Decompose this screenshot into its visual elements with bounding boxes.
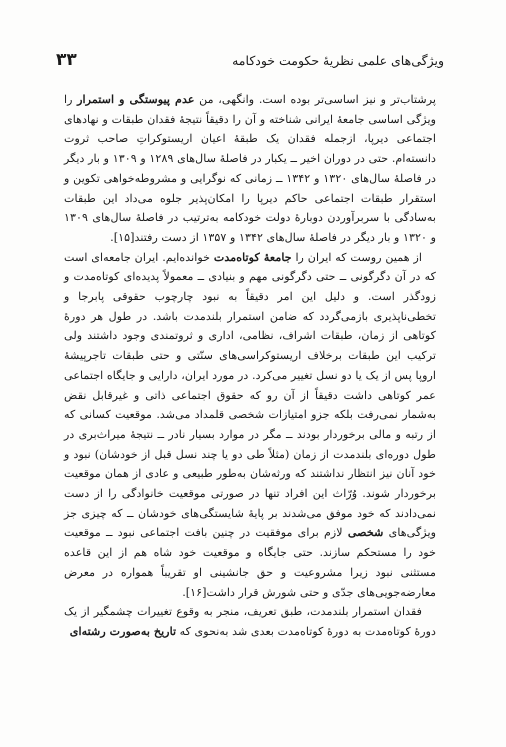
- paragraph: [64, 248, 436, 603]
- body-text: [64, 90, 436, 642]
- bold-run: تاریخ به‌صورت رشته‌ای: [69, 623, 177, 638]
- running-title: ویژگی‌های علمی نظریهٔ حکومت خودکامه: [232, 53, 444, 68]
- paragraph: [64, 602, 436, 641]
- text-run: پرشتاب‌تر و نیز اساسی‌تر بوده است. وانگهی، من: [194, 93, 436, 106]
- text-run: فقدان استمرار بلندمدت، طبق تعریف، منجر به وقوع تغییرات چشمگیر از یک دورهٔ کوتاه‌مدت به دورهٔ کوتاه‌مدت بعدی شد به‌نحوی که: [64, 605, 436, 638]
- paragraph: [64, 90, 436, 248]
- text-run: خوانده‌ایم. ایران جامعه‌ای است که در آن دگرگونی ــ حتی دگرگونی مهم و بنیادی ــ معمولاً پدیده‌ای کوتاه‌مدت و زودگذر است. و دلیل این امر دقیقاً به نبود چارچوب حقوقی پابرجا و تخطی‌ناپذیری بازمی‌گردد که ضامن استمرار بلندمدت باشد. در طول هر دورهٔ کوتاهی از زمان، طبقات اشراف، نظامی، اداری و ثروتمندی وجود داشتند ولی ترکیب این طبقات برخلاف اریستوکراسی‌های سنّتی و حتی طبقات تاجرپیشهٔ اروپا پس از یک یا دو نسل تغییر می‌کرد. در مورد ایران، دارایی و جایگاه اجتماعی عمر کوتاهی داشت دقیقاً از آن رو که حقوق اجتماعی ذاتی و غیرقابل نقض به‌شمار نمی‌رفت بلکه جزو امتیازات شخصی قلمداد می‌شد. موقعیت کسانی که از رتبه و مالی برخوردار بودند ــ مگر در موارد بسیار نادر ــ نتیجهٔ میراث‌بری در طول دوره‌ای بلندمدت از زمان (مثلاً طی دو یا چند نسل قبل از خودشان) نبود و خود آنان نیز انتظار نداشتند که ورثه‌شان به‌طور طبیعی و عادی از همان موقعیت برخوردار شوند. وُرّاث این افراد تنها در صورتی موقعیت خانوادگی را از دست نمی‌دادند که خود موفق می‌شدند بر پایهٔ شایستگی‌های خودشان ــ که چیزی جز ویژگی‌های: [64, 250, 437, 540]
- text-run: را ویژگی اساسی جامعهٔ ایرانی شناخته و آن را دقیقاً نتیجهٔ فقدان طبقات و نهادهای اجتماعی دیرپا، ازجمله فقدان یک طبقهٔ اعیان اریستوکراتِ صاحب ثروت دانسته‌ام. حتی در دوران اخیر ــ یکبار در فاصلهٔ سال‌های ۱۲۸۹ و ۱۳۰۹ و بار دیگر در فاصلهٔ سال‌های ۱۳۲۰ و ۱۳۴۲ ــ زمانی که نوگرایی و مشروطه‌خواهی تکوین و استقرار طبقات اجتماعی حاکم دیرپا را امکان‌پذیر جلوه می‌داد این طبقات به‌سادگی با سربرآوردن دوبارهٔ دولت خودکامه به‌ترتیب در فاصلهٔ سال‌های ۱۳۰۹ و ۱۳۲۰ و بار دیگر در فاصلهٔ سال‌های ۱۳۴۲ و ۱۳۵۷ از دست رفتند[۱۵].: [64, 93, 437, 244]
- bold-run: جامعهٔ کوتاه‌مدت: [213, 249, 292, 264]
- text-run: از همین روست که ایران را: [291, 250, 422, 264]
- page-number: ۳۳: [56, 50, 77, 70]
- bold-run: شخصی: [347, 525, 384, 540]
- text-run: لازم برای موفقیت در چنین بافت اجتماعی نبود ــ موقعیت خود را مستحکم سازند. حتی جایگاه و موقعیت خود شاه هم از این قاعده مستثنی نبود زیرا مشروعیت و حق جانشینی او تقریباً همواره در معرض معارضه‌جویی‌های جدّی و حتی شورش قرار داشت[۱۶].: [64, 526, 436, 599]
- running-header: [56, 50, 444, 72]
- bold-run: عدم پیوستگی و استمرار: [77, 92, 195, 106]
